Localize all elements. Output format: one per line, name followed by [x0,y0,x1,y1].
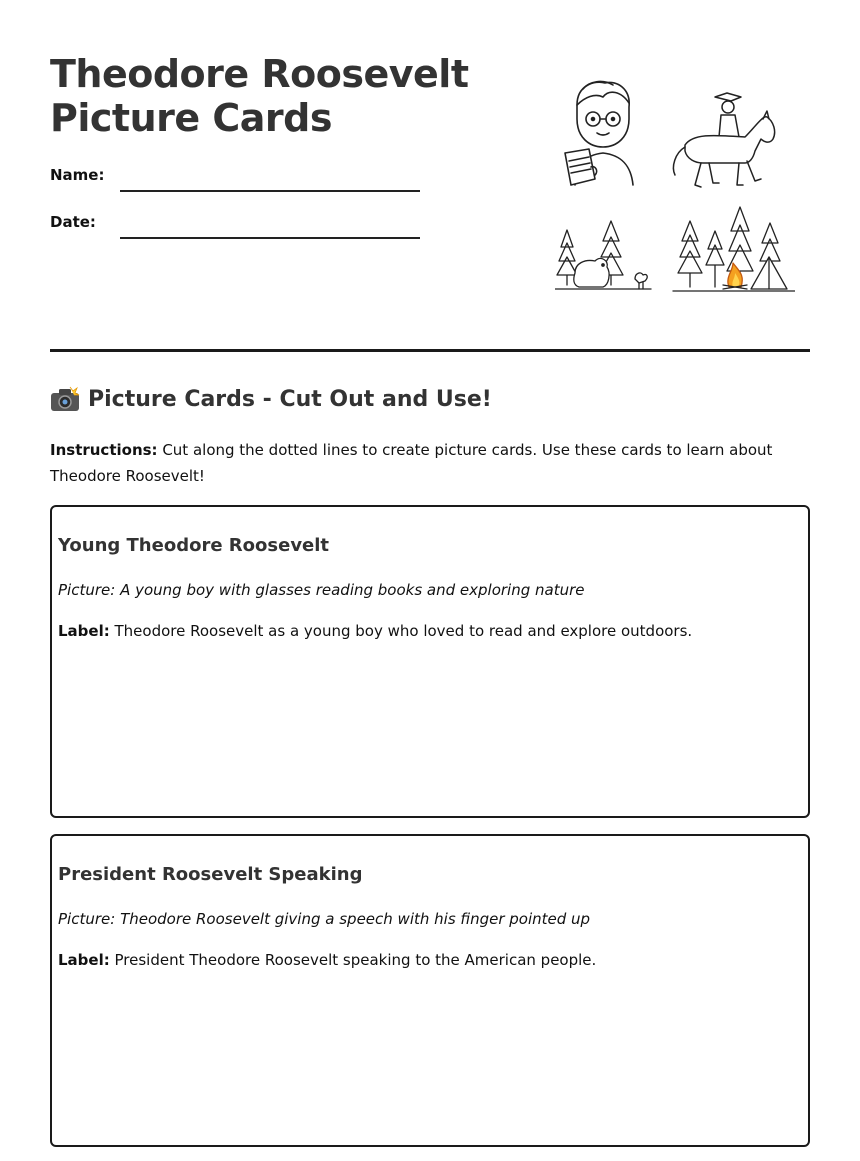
name-field [50,162,420,192]
card-picture-description: Picture: Theodore Roosevelt giving a speech with his finger pointed up [58,910,591,928]
worksheet-header [50,0,810,352]
section-title [50,386,492,412]
card-label-text: President Theodore Roosevelt speaking to the American people. [109,951,597,969]
card-label-prefix: Label: [58,951,110,969]
section-title-text: Picture Cards - Cut Out and Use! [88,386,492,412]
picture-card [50,505,810,818]
campfire-tent-icon [673,207,795,291]
name-label: Name: [50,166,105,184]
card-label [58,951,596,969]
card-title: President Roosevelt Speaking [58,864,363,885]
card-picture-description: Picture: A young boy with glasses reading books and exploring nature [58,581,585,599]
card-label-prefix: Label: [58,622,110,640]
header-illustrations [555,75,795,300]
date-input-line[interactable] [120,237,420,239]
name-input-line[interactable] [120,190,420,192]
worksheet-page [50,0,810,352]
page-title [50,52,469,140]
bear-in-forest-icon [555,221,651,289]
date-field [50,209,420,239]
card-label [58,622,692,640]
camera-flash-icon [50,386,80,412]
card-label-text: Theodore Roosevelt as a young boy who loved to read and explore outdoors. [109,622,693,640]
title-line-2: Picture Cards [50,96,332,140]
instructions [50,437,810,489]
title-line-1: Theodore Roosevelt [50,52,469,96]
instructions-label: Instructions: [50,441,158,459]
picture-card [50,834,810,1147]
card-title: Young Theodore Roosevelt [58,535,330,556]
instructions-text: Cut along the dotted lines to create picture cards. Use these cards to learn about Theodore Roosevelt! [50,441,773,485]
date-label: Date: [50,213,96,231]
cowboy-on-horse-icon [673,93,774,187]
boy-reading-icon [565,82,633,185]
